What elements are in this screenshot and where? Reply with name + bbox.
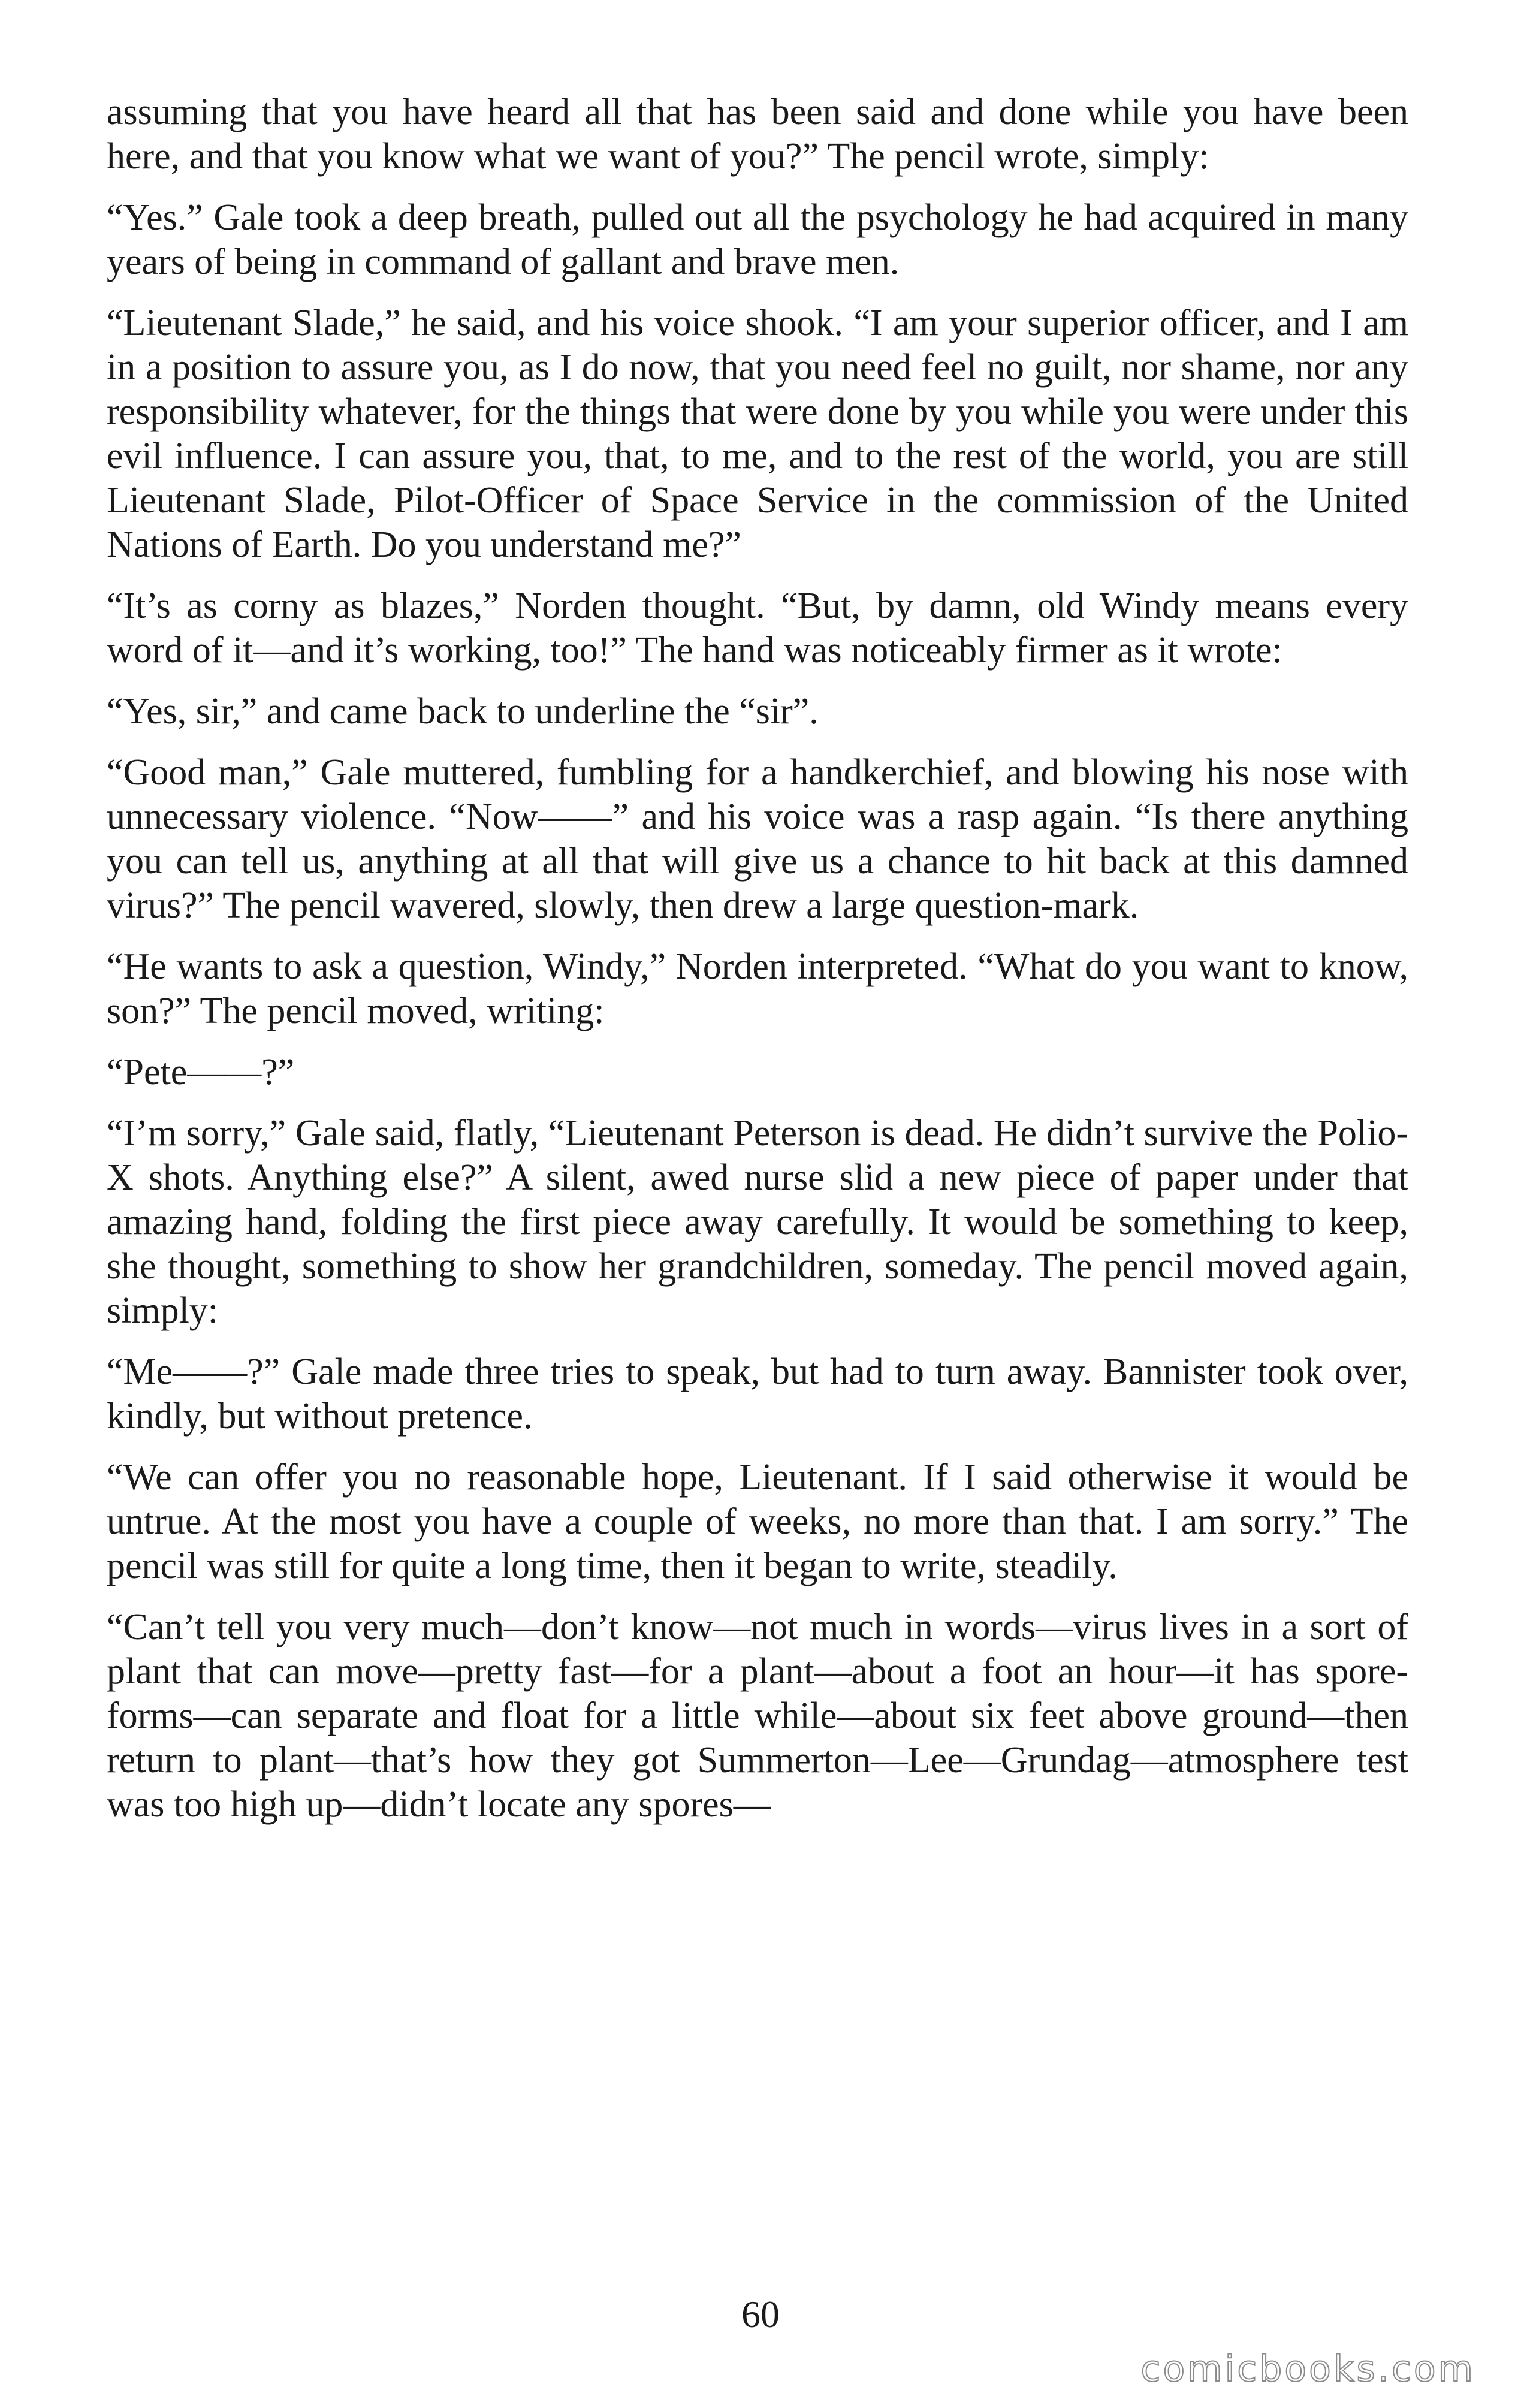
paragraph-1: assuming that you have heard all that has been said and done while you have been here, and that you know what we want of you?” The pencil wrote, simply: [107, 92, 1408, 177]
watermark-logo: comicbooks.com [1140, 2348, 1475, 2390]
paragraph-5: “Yes, sir,” and came back to underline the “sir”. [107, 691, 819, 732]
paragraph-11: “We can offer you no reasonable hope, Lieutenant. If I said otherwise it would be untrue. At the most you have a couple of weeks, no more than that. I am sorry.” The pencil was still for quite a long time, then it began to write, steadily. [107, 1457, 1408, 1586]
book-page [107, 90, 1408, 2319]
paragraph-8: “Pete——?” [107, 1052, 295, 1093]
paragraph-2: “Yes.” Gale took a deep breath, pulled out all the psychology he had acquired in many years of being in command of gallant and brave men. [107, 197, 1408, 282]
paragraph-3: “Lieutenant Slade,” he said, and his voice shook. “I am your superior officer, and I am in a position to assure you, as I do now, that you need feel no guilt, nor shame, nor any responsibility whatever, for the things that were done by you while you were under this evil influence. I can assure you, that, to me, and to the rest of the world, you are still Lieutenant Slade, Pilot-Officer of Space Service in the commission of the United Nations of Earth. Do you understand me?” [107, 303, 1408, 565]
paragraph-12: “Can’t tell you very much—don’t know—not much in words—virus lives in a sort of plant that can move—pretty fast—for a plant—about a foot an hour—it has spore-forms—can separate and float for a little while—about six feet above ground—then return to plant—that’s how they got Summerton—Lee—Grundag—atmosphere test was too high up—didn’t locate any spores— [107, 1607, 1408, 1825]
paragraph-7: “He wants to ask a question, Windy,” Norden interpreted. “What do you want to know, son?” The pencil moved, writing: [107, 946, 1408, 1031]
paragraph-6: “Good man,” Gale muttered, fumbling for a handkerchief, and blowing his nose with unnecessary violence. “Now——” and his voice was a rasp again. “Is there anything you can tell us, anything at all that will give us a chance to hit back at this damned virus?” The pencil wavered, slowly, then drew a large question-mark. [107, 752, 1408, 926]
paragraph-10: “Me——?” Gale made three tries to speak, but had to turn away. Bannister took over, kindly, but without pretence. [107, 1351, 1408, 1437]
paragraph-4: “It’s as corny as blazes,” Norden thought. “But, by damn, old Windy means every word of it—and it’s working, too!” The hand was noticeably firmer as it wrote: [107, 586, 1408, 671]
page-number: 60 [741, 2293, 780, 2335]
paragraph-9: “I’m sorry,” Gale said, flatly, “Lieutenant Peterson is dead. He didn’t survive the Polio-X shots. Anything else?” A silent, awed nurse slid a new piece of paper under that amazing hand, folding the first piece away carefully. It would be something to keep, she thought, something to show her grandchildren, someday. The pencil moved again, simply: [107, 1113, 1408, 1331]
